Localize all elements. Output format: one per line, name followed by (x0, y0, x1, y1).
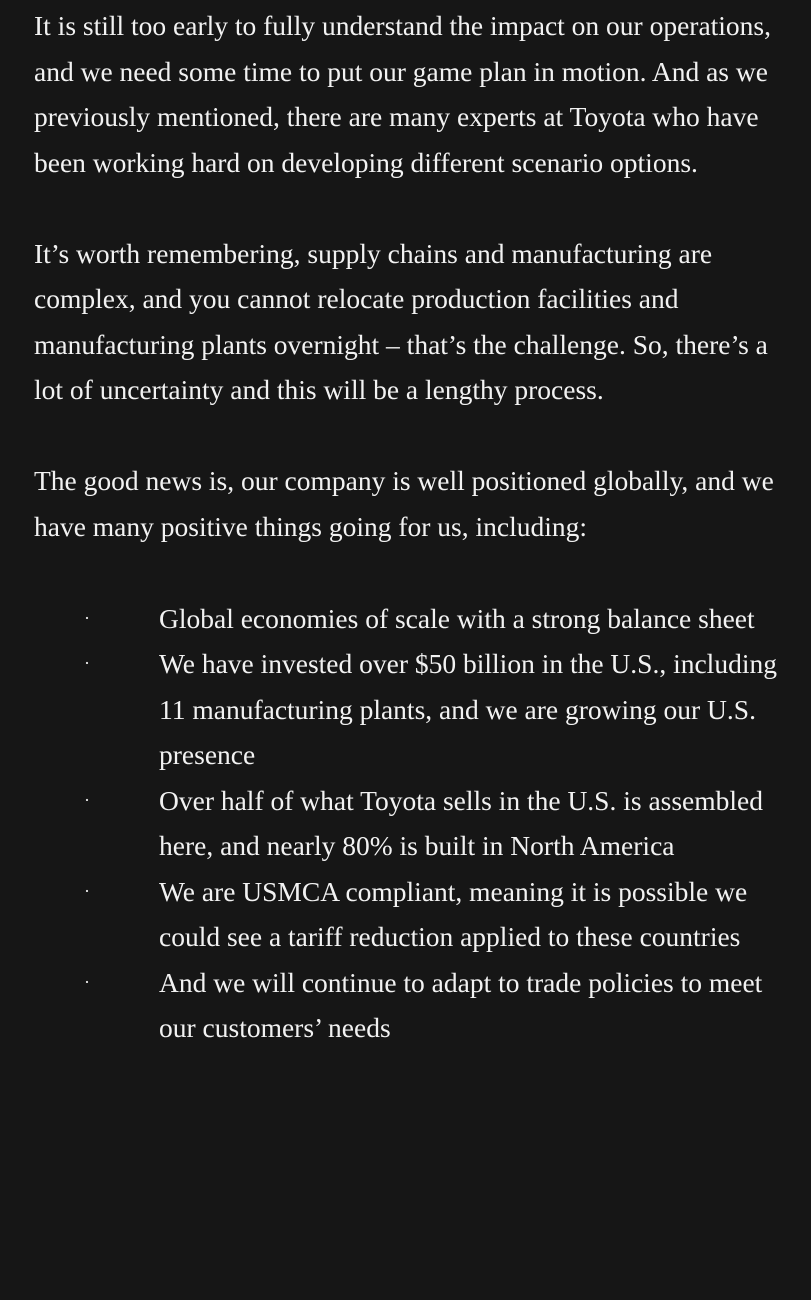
list-item-text: And we will continue to adapt to trade policies to meet our customers’ needs (159, 966, 763, 1043)
list-item (34, 641, 777, 778)
list-item-text: Global economies of scale with a strong balance sheet (159, 602, 755, 634)
strengths-list (34, 596, 777, 1051)
list-item-text: Over half of what Toyota sells in the U.S. is assembled here, and nearly 80% is built in North America (159, 784, 763, 861)
paragraph-supply-chains: It’s worth remembering, supply chains and manufacturing are complex, and you cannot relocate production facilities and manufacturing plants overnight – that’s the challenge. So, there’s a lot of uncertainty and this will be a lengthy process. (34, 237, 768, 405)
bullet-icon: · (84, 653, 90, 673)
paragraph-good-news: The good news is, our company is well positioned globally, and we have many positive things going for us, including: (34, 465, 774, 542)
list-item (34, 596, 777, 642)
list-item-text: We are USMCA compliant, meaning it is possible we could see a tariff reduction applied to these countries (159, 875, 748, 952)
bullet-icon: · (84, 880, 90, 901)
bullet-icon: · (84, 971, 90, 992)
bullet-icon: · (84, 789, 90, 810)
list-item (34, 960, 777, 1051)
list-item-text: We have invested over $50 billion in the U.S., including 11 manufacturing plants, and we are growing our U.S. presence (159, 648, 777, 770)
paragraph-impact: It is still too early to fully understand the impact on our operations, and we need some time to put our game plan in motion. And as we previously mentioned, there are many experts at Toyota who have been working hard on developing different scenario options. (34, 10, 772, 178)
list-item (34, 869, 777, 960)
list-item (34, 778, 777, 869)
bullet-icon: · (84, 607, 90, 628)
